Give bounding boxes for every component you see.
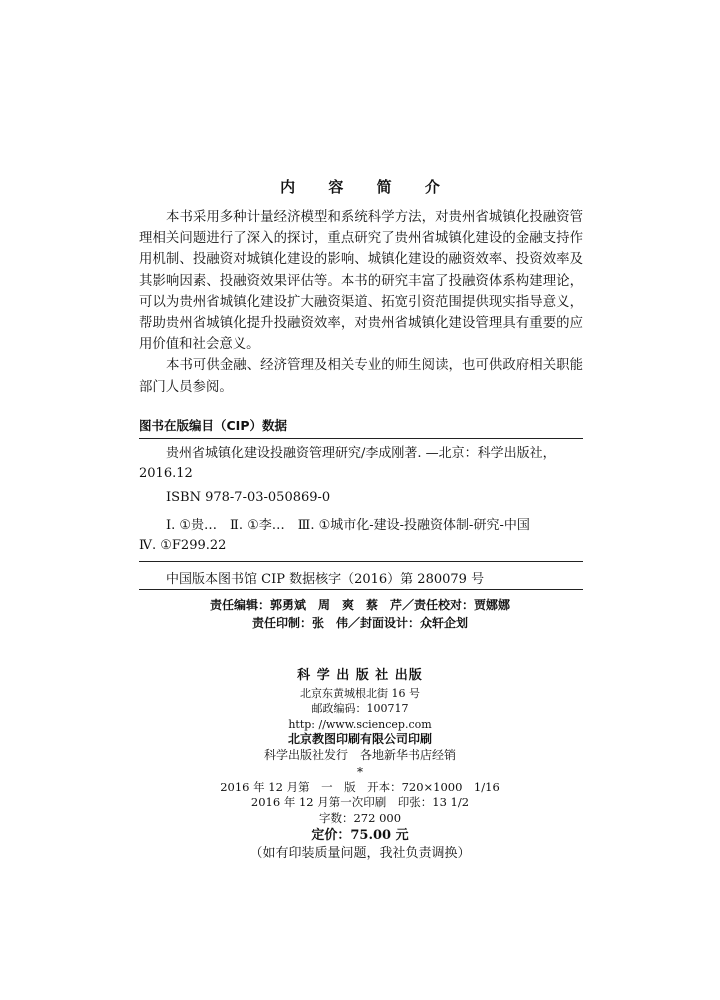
- divider: [139, 561, 583, 562]
- website: http: //www.sciencep.com: [288, 717, 432, 731]
- printing-info: 2016 年 12 月第一次印刷 印张：13 1/2: [250, 795, 470, 810]
- quality-note: （如有印装质量问题，我社负责调换）: [249, 845, 471, 861]
- publisher-address: 北京东黄城根北街 16 号: [300, 686, 420, 700]
- summary-text: [139, 207, 583, 398]
- summary-paragraph: 本书采用多种计量经济模型和系统科学方法，对贵州省城镇化投融资管理相关问题进行了深入的探讨，重点研究了贵州省城镇化建设的金融支持作用机制、投融资对城镇化建设的影响、城镇化建设的融资效率、投资效率及其影响因素、投融资效果评估等。本书的研究丰富了投融资体系构建理论，可以为贵州省城镇化建设扩大融资渠道、拓宽引资范围提供现实指导意义，帮助贵州省城镇化提升投融资效率，对贵州省城镇化建设管理具有重要的应用价值和社会意义。: [139, 210, 583, 353]
- cip-classification: [139, 516, 587, 556]
- publisher-name: 科 学 出 版 社 出版: [297, 668, 423, 683]
- imprint: [0, 668, 720, 862]
- production-credits: 责任印制：张 伟／封面设计：众轩企划: [251, 616, 468, 630]
- editor-credits: 责任编辑：郭勇斌 周 爽 蔡 芹／责任校对：贾娜娜: [209, 598, 510, 612]
- classification-line: Ⅳ. ①F299.22: [139, 538, 227, 553]
- printer: 北京教图印刷有限公司印刷: [287, 732, 432, 747]
- separator: *: [357, 764, 363, 779]
- page-title: 内 容 简 介: [280, 178, 454, 196]
- cip-number: 中国版本图书馆 CIP 数据核字（2016）第 280079 号: [166, 572, 485, 587]
- word-count: 字数：272 000: [318, 810, 402, 825]
- price: 定价：75.00 元: [311, 828, 409, 844]
- summary-paragraph: 本书可供金融、经济管理及相关专业的师生阅读，也可供政府相关职能部门人员参阅。: [139, 358, 583, 395]
- classification-line: Ⅰ. ①贵… Ⅱ. ①李… Ⅲ. ①城市化-建设-投融资体制-研究-中国: [166, 518, 530, 533]
- cip-record-text: 贵州省城镇化建设投融资管理研究/李成刚著. —北京：科学出版社，2016.12: [139, 446, 556, 481]
- distribution: 科学出版社发行 各地新华书店经销: [263, 747, 456, 762]
- cip-record: [139, 444, 583, 484]
- divider: [139, 438, 583, 439]
- cip-isbn: ISBN 978-7-03-050869-0: [166, 490, 331, 505]
- edition-info: 2016 年 12 月第 一 版 开本：720×1000 1/16: [220, 779, 500, 794]
- divider: [139, 589, 583, 590]
- postcode: 邮政编码：100717: [311, 702, 409, 716]
- cip-heading: 图书在版编目（CIP）数据: [139, 418, 287, 433]
